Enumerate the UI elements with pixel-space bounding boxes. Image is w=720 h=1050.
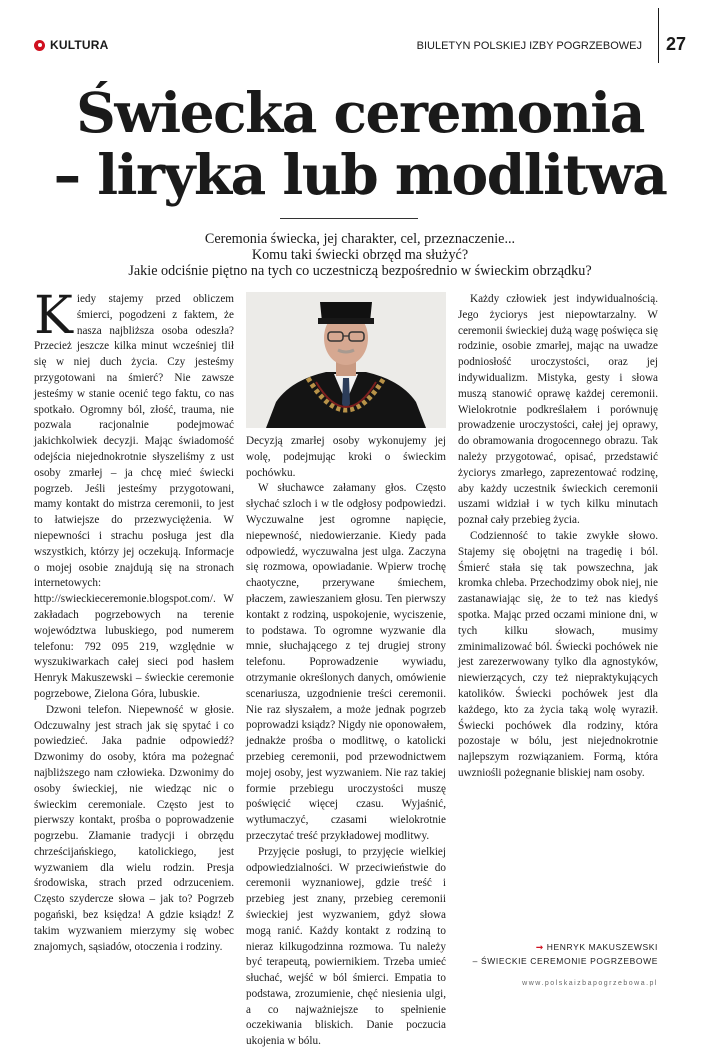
drop-cap: K [34,286,73,346]
page-number: 27 [666,34,687,54]
article-paragraph: Przyjęcie posługi, to przyjęcie wielkiej odpowiedzialności. W przeciwieństwie do ceremonii wyznaniowej, gdzie treść i przebieg jest znany, przebieg ceremonii świeckiej jest wyzwaniem, gdyż słowa mogą ranić. Każdy kontakt z rodziną to nieraz kilkugodzinna rozmowa. Tu należy być terapeutą, powiernikiem. Trzeba umieć słuchać, wejść w ból śmierci. Empatia to podstawa, zrozumienie, chęć niesienia ulgi, a co najważniejsze to spełnienie oczekiwania bliskich. Danie poczucia ukojenia w bólu. [246,845,446,1048]
section-label [34,38,109,52]
article-column-2 [246,434,446,1050]
article-paragraph: Kiedy stajemy przed obliczem śmierci, pogodzeni z faktem, że nasza najbliższa osoba odeszła? Przecież jeszcze kilka minut wcześniej tlił się w niej duch życia. Czy jesteśmy przygotowani na śmierć? Nie zawsze jesteśmy w stanie ocenić tego faktu, co nas spotkało. Ogromny ból, złość, trauma, nie pozwala racjonalnie podejmować jakichkolwiek decyzji. Mając świadomość odejścia niejednokrotnie słyszeliśmy z ust osoby zmarłej – ja chcę mieć świecki pogrzeb. Jeśli jesteśmy przygotowani, mamy kontakt do mistrza ceremonii, to jest to łatwiejsze do przezwyciężenia. W niepewności i strachu posługa jest dla wszystkich, którzy jej oczekują. Informacje o mojej osobie znajdują się na stronach internetowych: http://swieckieceremonie.blogspot.com/. W zakładach pogrzebowych na terenie województwa lubuskiego, pod numerem telefonu: 792 095 219, względnie w wyszukiwarkach całej sieci pod hasłem Henryk Makuszewski – świeckie ceremonie pogrzebowe, Zielona Góra, lubuskie. [34,286,234,700]
article-paragraph: Codzienność to takie zwykłe słowo. Stajemy się obojętni na tragedię i ból. Śmierć stała się tak powszechna, jak kromka chleba. Przechodzimy obok niej, nie zastanawiając się, że to też nas kiedyś spotka. Mając przed oczami minione dni, w tych kilku słowach, musimy zminimalizować ból. Świecki pochówek nie jest zarezerwowany tylko dla agnostyków, niewierzących, czy też niepraktykujących katolików. Świecki pochówek jest dla każdego, kto za życia taką wolę wyraził. Świecki pochówek dla rodziny, która pozostaje w bólu, jest niejednokrotnie najlepszym rozwiązaniem. Formą, która uwzniośli pożegnanie bliskiej nam osoby. [458,529,658,779]
page-header [34,38,686,56]
article-title [20,82,700,206]
arrow-icon: ➞ [536,942,544,952]
article-column-3 [458,292,658,782]
author-name: HENRYK MAKUSZEWSKI [546,942,658,952]
article-column-1 [34,286,234,955]
header-divider [658,8,659,63]
author-photo [246,292,446,428]
publication-title: BIULETYN POLSKIEJ IZBY POGRZEBOWEJ [416,40,642,52]
article-lead [60,231,660,279]
photo-caption: Decyzją zmarłej osoby wykonujemy jej wolę, podejmując kroki o świeckim pochówku. [246,435,446,479]
section-name: KULTURA [50,38,109,52]
lead-line: Ceremonia świecka, jej charakter, cel, przeznaczenie... [204,231,516,247]
section-bullet-icon [34,40,45,51]
lead-line: Jakie odciśnie piętno na tych co uczestniczą bezpośrednio w świeckim obrządku? [128,263,592,279]
article-paragraph: Każdy człowiek jest indywidualnością. Jego życiorys jest niepowtarzalny. W ceremonii świeckiej dużą wagę poświęca się rodzinie, osobie zmarłej, mając na uwadze podniosłość uroczystości, oraz jej indywidualizm. Mistyka, gesty i słowa muszą stanowić oprawę każdej ceremonii. Wielokrotnie podkreślałem i porównuję prowadzenie uroczystości, całej jej oprawy, do obramowania drogocennego obrazu. Tak należy przygotować, opisać, przedstawić życiorys zmarłego, zaprezentować rodzinę, aby każdy uczestnik świeckich ceremonii uszami widział i w tych kilku minutach poznał cały przebieg życia. [458,293,658,527]
author-signature [473,940,658,968]
article-paragraph: Dzwoni telefon. Niepewność w głosie. Odczuwalny jest strach jak się spytać i co powiedzieć. Jaka padnie odpowiedź? Dzwonimy do osoby, która ma pożegnać najbliższego nam człowieka. Dzwonimy do osoby świeckiej, nie wiedząc nic o świeckim ceremoniale. Często jest to pierwszy kontakt, prośba o poprowadzenie pogrzebu. Złamanie tradycji i obrzędu chrześcijańskiego, katolickiego, jest wyzwaniem dla wielu rodzin. Presja środowiska, strach przed odrzuceniem. Często szydercze słowa – jak to? Pogrzeb pogański, bez księdza! A gdzie ksiądz! Z takim wyzwaniem mierzymy się wobec znajomych, sąsiadów, otoczenia i rodziny. [34,703,234,953]
author-affiliation: – ŚWIECKIE CEREMONIE POGRZEBOWE [472,956,658,966]
title-line-2: – liryka lub modlitwa [53,142,667,207]
title-divider [280,218,418,219]
article-paragraph: W słuchawce załamany głos. Często słychać szloch i w tle odgłosy podpowiedzi. Wyczuwalne jest ogromne napięcie, niepewność, niedowierzanie. Kiedy pada odpowiedź, wyczuwalna jest ulga. Zaczyna się rozmowa, opowiadanie. Wpierw trochę chaotyczne, przerywane śmiechem, płaczem, zawieszaniem głosu. Ten pierwszy kontakt z rodziną, uspokojenie, wyciszenie, to podstawa. To ogromne wyzwanie dla mnie, słuchającego z tej drugiej strony telefonu. Poprowadzenie wywiadu, otrzymanie określonych danych, omówienie scenariusza, uzgodnienie treści ceremonii. Nie raz słyszałem, a może jednak pogrzeb poprowadzi ksiądz? Nigdy nie oponowałem, jednakże prośba o modlitwę, o katolicki przebieg ceremonii, pod przewodnictwem mojej osoby, jest wyzwaniem. Nie raz takiej formie przebiegu uroczystości muszę poświęcić więcej czasu. Wyjaśnić, wytłumaczyć, czasami wielokrotnie przeczytać treść przykładowej modlitwy. [246,482,446,842]
author-portrait-image [246,292,446,428]
title-line-1: Świecka ceremonia [76,80,644,145]
lead-line: Komu taki świecki obrzęd ma służyć? [251,247,469,263]
footer-url: www.polskaizbapogrzebowa.pl [522,980,658,987]
